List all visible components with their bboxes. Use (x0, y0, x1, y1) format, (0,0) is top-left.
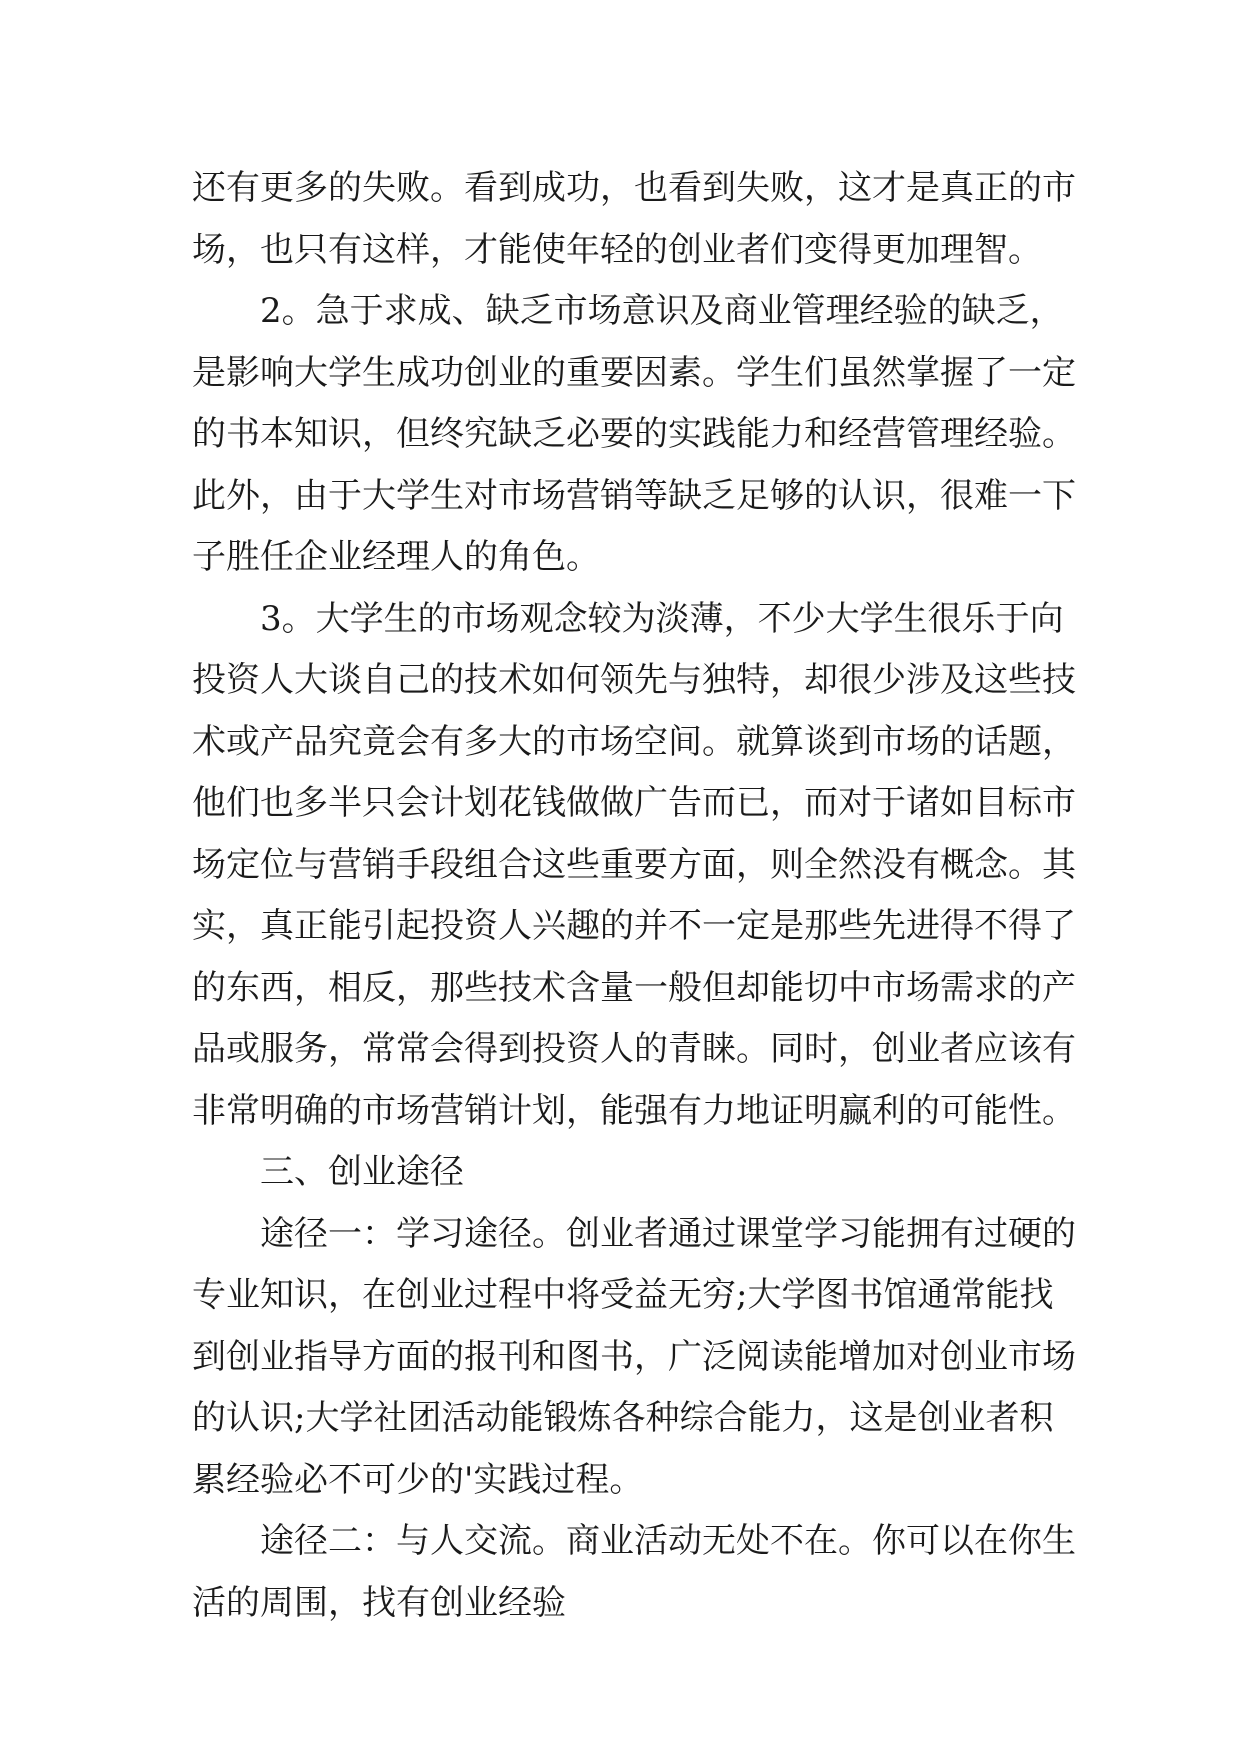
document-body (192, 158, 1076, 1634)
text-line: 投资人大谈自己的技术如何领先与独特，却很少涉及这些技 (192, 660, 1076, 700)
text-line: 活的周围，找有创业经验 (192, 1582, 566, 1623)
path-one-heading-line: 途径一：学习途径。创业者通过课堂学习能拥有过硬的 (260, 1213, 1076, 1254)
text-line: 场，也只有这样，才能使年轻的创业者们变得更加理智。 (192, 229, 1042, 270)
paragraph-3-heading-line: 3。大学生的市场观念较为淡薄，不少大学生很乐于向 (260, 598, 1064, 639)
text-line: 场定位与营销手段组合这些重要方面，则全然没有概念。其 (192, 844, 1076, 885)
text-line: 的东西，相反，那些技术含量一般但却能切中市场需求的产 (192, 967, 1076, 1008)
text-line: 他们也多半只会计划花钱做做广告而已，而对于诸如目标市 (192, 783, 1076, 823)
text-line: 非常明确的市场营销计划，能强有力地证明赢利的可能性。 (192, 1090, 1076, 1131)
text-line: 术或产品究竟会有多大的市场空间。就算谈到市场的话题， (192, 721, 1076, 762)
text-line: 专业知识，在创业过程中将受益无穷;大学图书馆通常能找 (192, 1275, 1054, 1315)
text-line: 累经验必不可少的'实践过程。 (192, 1459, 644, 1500)
text-line: 实，真正能引起投资人兴趣的并不一定是那些先进得不得了 (192, 906, 1076, 946)
paragraph-2-heading-line: 2。急于求成、缺乏市场意识及商业管理经验的缺乏， (260, 291, 1064, 331)
section-heading: 三、创业途径 (260, 1152, 464, 1192)
path-two-heading-line: 途径二：与人交流。商业活动无处不在。你可以在你生 (260, 1521, 1076, 1561)
text-line: 的书本知识，但终究缺乏必要的实践能力和经营管理经验。 (192, 414, 1076, 454)
text-line: 是影响大学生成功创业的重要因素。学生们虽然掌握了一定 (192, 352, 1076, 393)
text-line: 的认识;大学社团活动能锻炼各种综合能力，这是创业者积 (192, 1398, 1054, 1438)
text-line: 子胜任企业经理人的角色。 (192, 537, 600, 577)
text-line: 还有更多的失败。看到成功，也看到失败，这才是真正的市 (192, 168, 1076, 208)
text-line: 到创业指导方面的报刊和图书，广泛阅读能增加对创业市场 (192, 1336, 1076, 1377)
text-line: 此外，由于大学生对市场营销等缺乏足够的认识，很难一下 (192, 475, 1076, 516)
text-line: 品或服务，常常会得到投资人的青睐。同时，创业者应该有 (192, 1029, 1076, 1069)
